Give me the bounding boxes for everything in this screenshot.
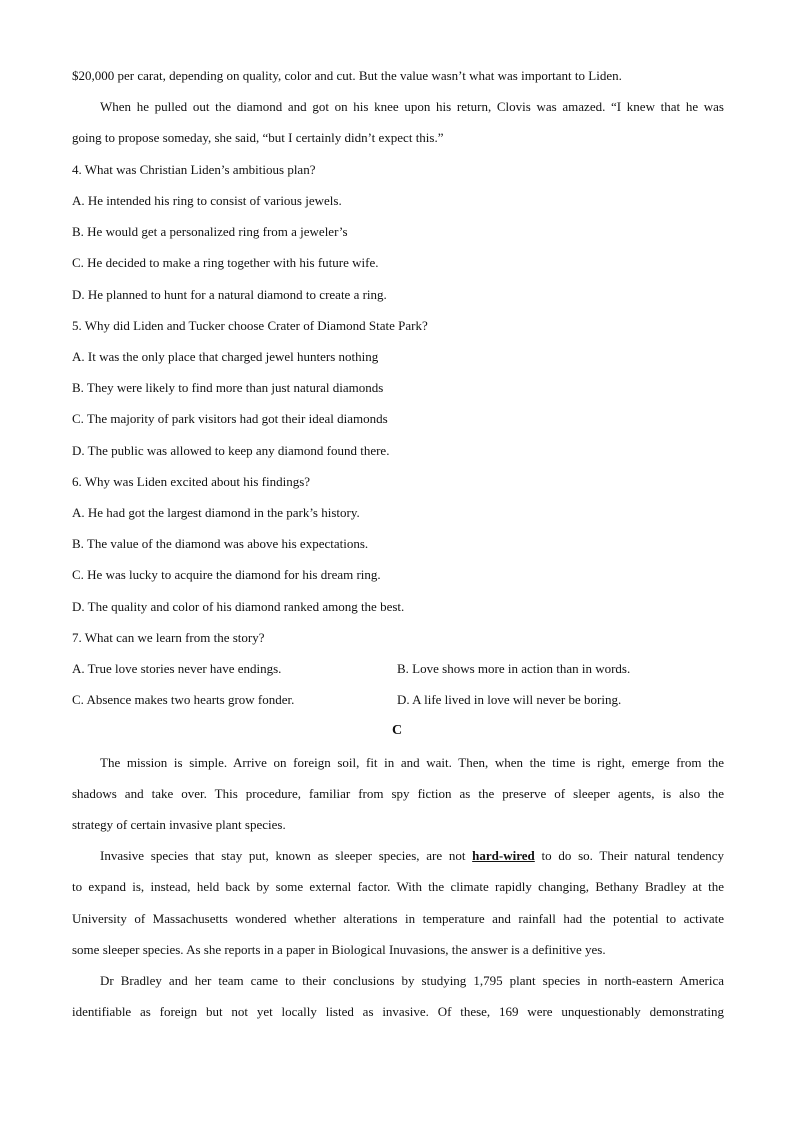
question-7-row-2: [72, 692, 724, 708]
question-7-option-d[interactable]: D. A life lived in love will never be boring.: [397, 692, 622, 707]
question-7-option-a[interactable]: A. True love stories never have endings.: [72, 661, 282, 676]
passage-c-p3-line1: Dr Bradley and her team came to their conclusions by studying 1,795 plant species in north-eastern America: [100, 973, 724, 988]
passage-c-p1-line1: The mission is simple. Arrive on foreign soil, fit in and wait. Then, when the time is right, emerge from the: [100, 755, 724, 770]
question-5-option-b[interactable]: B. They were likely to find more than just natural diamonds: [72, 380, 384, 395]
question-6-option-b[interactable]: B. The value of the diamond was above his expectations.: [72, 536, 369, 551]
question-7-stem: 7. What can we learn from the story?: [72, 630, 265, 645]
question-5-option-d[interactable]: D. The public was allowed to keep any diamond found there.: [72, 443, 390, 458]
question-7-option-b[interactable]: B. Love shows more in action than in words.: [397, 661, 631, 676]
question-7-option-c[interactable]: C. Absence makes two hearts grow fonder.: [72, 692, 295, 707]
passage-b-para2-line2: going to propose someday, she said, “but I certainly didn’t expect this.”: [72, 130, 444, 145]
passage-c-p3-line2: identifiable as foreign but not yet locally listed as invasive. Of these, 169 were unquestionably demonstrating: [72, 1004, 724, 1019]
question-6-option-c[interactable]: C. He was lucky to acquire the diamond for his dream ring.: [72, 567, 381, 582]
question-4-option-d[interactable]: D. He planned to hunt for a natural diamond to create a ring.: [72, 287, 387, 302]
passage-c-p2-line1: [100, 848, 724, 864]
question-6-option-d[interactable]: D. The quality and color of his diamond ranked among the best.: [72, 599, 405, 614]
passage-b-last-line: $20,000 per carat, depending on quality, color and cut. But the value wasn’t what was important to Liden.: [72, 68, 622, 83]
passage-c-p2-line3: University of Massachusetts wondered whether alterations in temperature and rainfall had the potential to activate: [72, 911, 724, 926]
question-5-option-c[interactable]: C. The majority of park visitors had got their ideal diamonds: [72, 411, 388, 426]
passage-b-para2-line1: When he pulled out the diamond and got on his knee upon his return, Clovis was amazed. “I knew that he was: [100, 99, 724, 114]
passage-c-p2-line1-after: to do so. Their natural tendency: [541, 848, 724, 863]
question-4-option-a[interactable]: A. He intended his ring to consist of various jewels.: [72, 193, 342, 208]
question-6-stem: 6. Why was Liden excited about his findings?: [72, 474, 311, 489]
question-6-option-a[interactable]: A. He had got the largest diamond in the park’s history.: [72, 505, 360, 520]
passage-c-p2-line2: to expand is, instead, held back by some external factor. With the climate rapidly changing, Bethany Bradley at the: [72, 879, 724, 894]
question-7-row-1: [72, 661, 724, 677]
passage-c-p1-line3: strategy of certain invasive plant species.: [72, 817, 286, 832]
question-5-stem: 5. Why did Liden and Tucker choose Crater of Diamond State Park?: [72, 318, 428, 333]
passage-c-p2-line1-before: Invasive species that stay put, known as sleeper species, are not: [100, 848, 473, 863]
passage-c-p1-line2: shadows and take over. This procedure, familiar from spy fiction as the preserve of sleeper agents, is also the: [72, 786, 724, 801]
passage-c-p2-line4: some sleeper species. As she reports in a paper in Biological Inuvasions, the answer is a definitive yes.: [72, 942, 606, 957]
keyword-hard-wired: hard-wired: [472, 848, 535, 863]
question-4-option-c[interactable]: C. He decided to make a ring together with his future wife.: [72, 255, 379, 270]
question-4-stem: 4. What was Christian Liden’s ambitious plan?: [72, 162, 316, 177]
question-5-option-a[interactable]: A. It was the only place that charged jewel hunters nothing: [72, 349, 379, 364]
question-4-option-b[interactable]: B. He would get a personalized ring from a jeweler’s: [72, 224, 348, 239]
passage-c-heading: C: [391, 723, 403, 738]
